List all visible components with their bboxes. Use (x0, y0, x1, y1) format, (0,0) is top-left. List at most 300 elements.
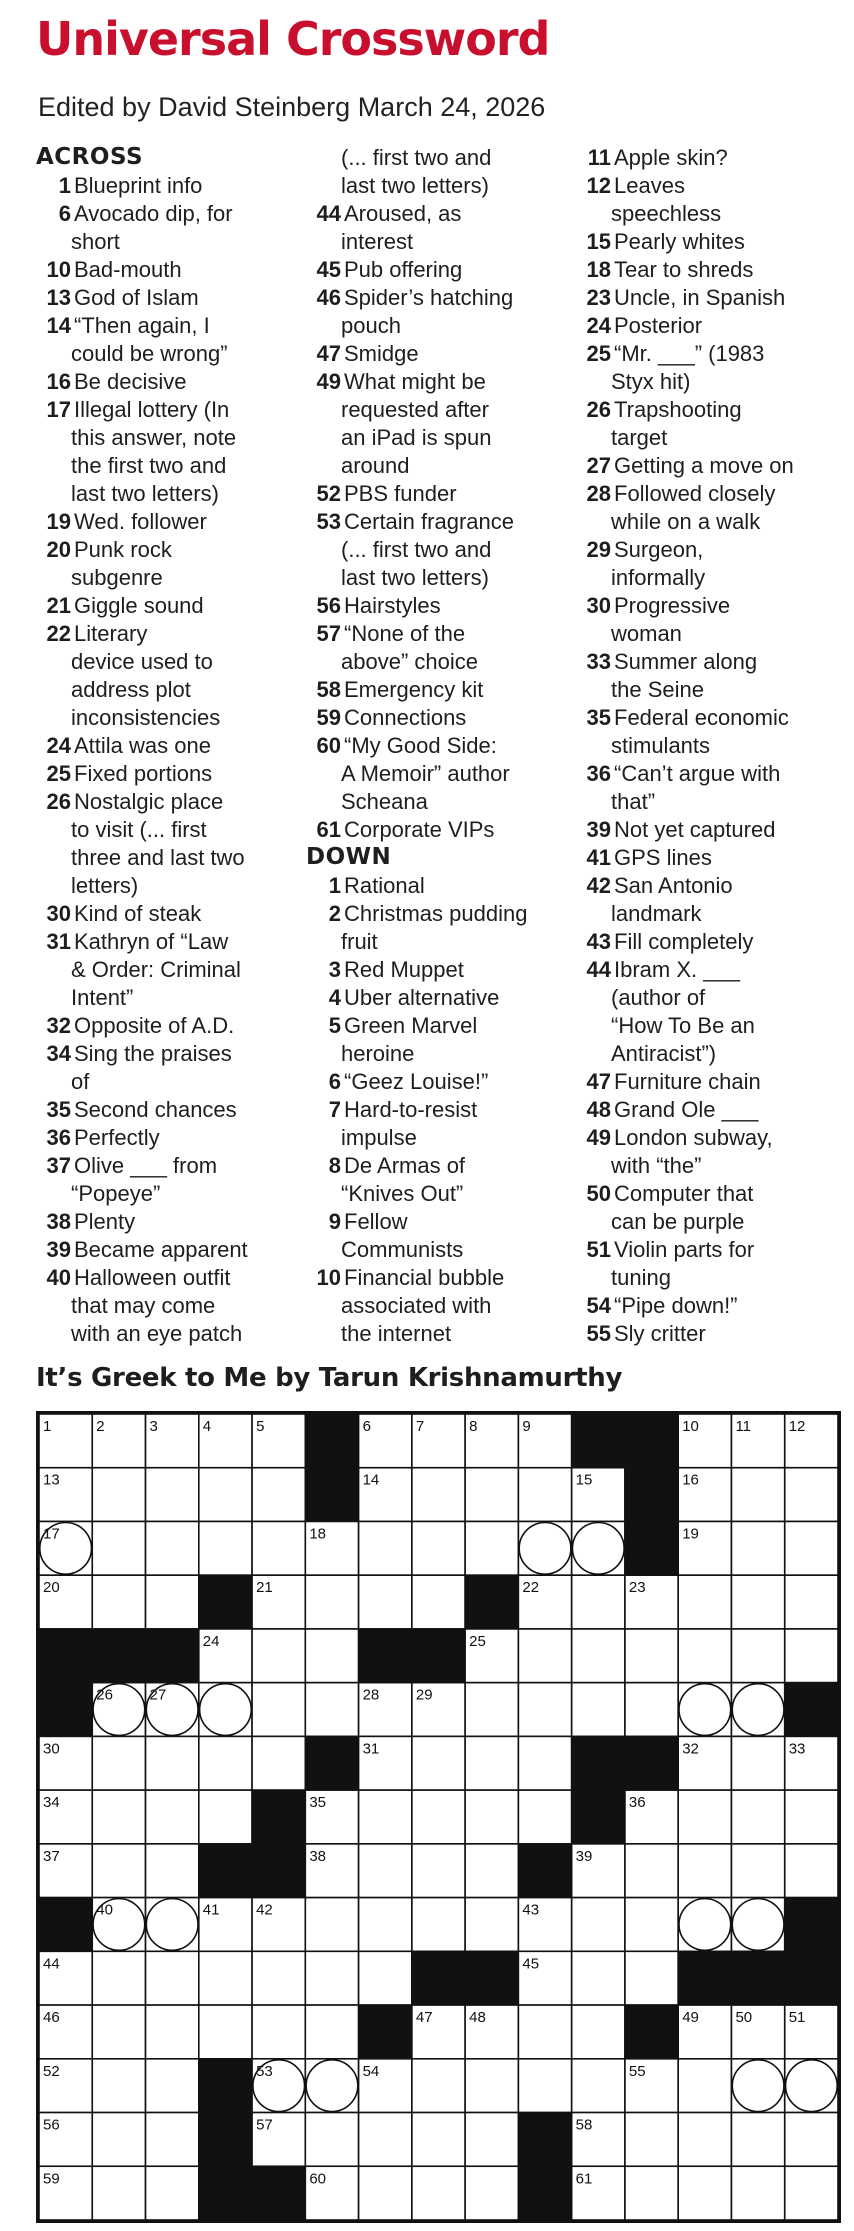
puzzle-title: It’s Greek to Me by Tarun Krishnamurthy (36, 1363, 623, 1393)
clue-item[interactable] (576, 648, 838, 676)
grid-cell[interactable] (199, 1790, 252, 1844)
cell-number: 42 (256, 1901, 273, 1919)
grid-cell[interactable] (92, 1468, 145, 1522)
grid-cell[interactable] (199, 1951, 252, 2005)
cell-number: 47 (415, 2009, 433, 2027)
clue-number: 39 (586, 817, 611, 842)
clue-number: 26 (46, 789, 71, 814)
grid-cell[interactable] (305, 2113, 358, 2167)
clue-item[interactable] (576, 844, 838, 872)
cell-number: 35 (309, 1794, 327, 1812)
clue-text: Giggle sound (74, 593, 204, 618)
grid-cell[interactable] (625, 1898, 678, 1952)
clue-item[interactable] (306, 1208, 568, 1236)
grid-cell[interactable] (359, 1898, 412, 1952)
clue-item[interactable] (576, 928, 838, 956)
black-square (625, 1521, 678, 1575)
grid-cell[interactable] (146, 2059, 199, 2113)
cell-number: 19 (682, 1525, 699, 1543)
grid-cell[interactable] (465, 1844, 518, 1898)
grid-cell[interactable] (785, 1575, 838, 1629)
clue-item[interactable] (36, 284, 298, 312)
grid-cell[interactable] (678, 1575, 731, 1629)
clue-number: 37 (46, 1153, 71, 1178)
cell-number: 18 (309, 1525, 327, 1543)
clue-number: 53 (316, 509, 341, 534)
clue-text-continued: heroine (341, 1041, 415, 1066)
cell-number: 11 (735, 1418, 752, 1435)
clue-item[interactable] (36, 928, 298, 956)
black-square (518, 1844, 571, 1898)
clue-number: 38 (46, 1209, 71, 1234)
clue-text: Leaves (614, 173, 685, 198)
grid-cell[interactable] (785, 1844, 838, 1898)
grid-cell[interactable] (92, 1844, 145, 1898)
grid-cell[interactable] (518, 2059, 571, 2113)
clue-item[interactable] (576, 1320, 838, 1348)
clue-item[interactable] (306, 872, 568, 900)
clue-item[interactable] (576, 172, 838, 200)
grid-cell[interactable] (412, 1844, 465, 1898)
clue-item[interactable] (576, 592, 838, 620)
grid-cell[interactable] (518, 1736, 571, 1790)
cell-number: 39 (575, 1847, 593, 1865)
clue-item[interactable] (306, 340, 568, 368)
grid-cell[interactable] (252, 1683, 305, 1737)
clue-item[interactable] (36, 508, 298, 536)
clue-text-continued: that” (611, 789, 656, 814)
clue-item[interactable] (36, 1040, 298, 1068)
clue-text-continued: the first two and (71, 453, 227, 478)
clue-number: 24 (46, 733, 71, 758)
clue-text-continued: around (341, 453, 410, 478)
clue-item[interactable] (576, 256, 838, 284)
grid-cell[interactable] (465, 1521, 518, 1575)
clue-item[interactable] (36, 1236, 298, 1264)
grid-cell[interactable] (305, 1575, 358, 1629)
grid-cell[interactable] (731, 2166, 784, 2220)
grid-cell[interactable] (199, 1468, 252, 1522)
grid-cell[interactable] (625, 1629, 678, 1683)
grid-cell[interactable] (92, 2005, 145, 2059)
grid-cell[interactable] (412, 1790, 465, 1844)
clue-item[interactable] (576, 760, 838, 788)
grid-cell[interactable] (146, 2113, 199, 2167)
clue-text: Opposite of A.D. (74, 1013, 235, 1038)
crossword-grid[interactable] (36, 1411, 841, 2223)
clue-text: Be decisive (74, 369, 187, 394)
grid-cell[interactable] (731, 1575, 784, 1629)
black-square (678, 1951, 731, 2005)
cell-number: 29 (415, 1686, 433, 1704)
grid-cell[interactable] (412, 2166, 465, 2220)
clue-item[interactable] (36, 536, 298, 564)
grid-cell[interactable] (305, 1951, 358, 2005)
grid-cell[interactable] (305, 1898, 358, 1952)
clue-text: Green Marvel (344, 1013, 478, 1038)
clue-item[interactable] (36, 200, 298, 228)
clue-text: Sly critter (614, 1321, 706, 1346)
clue-number: 6 (58, 201, 71, 226)
grid-cell[interactable] (731, 1844, 784, 1898)
grid-cell[interactable] (146, 1575, 199, 1629)
clue-item[interactable] (306, 732, 568, 760)
clue-item[interactable] (576, 704, 838, 732)
clue-text-continued: while on a walk (611, 509, 761, 534)
grid-cell[interactable] (465, 2113, 518, 2167)
clue-item[interactable] (576, 1096, 838, 1124)
grid-cell[interactable] (678, 1629, 731, 1683)
grid-cell[interactable] (359, 1844, 412, 1898)
grid-cell[interactable] (731, 1468, 784, 1522)
cell-number: 3 (149, 1418, 158, 1435)
grid-cell[interactable] (412, 1736, 465, 1790)
clue-item[interactable] (576, 340, 838, 368)
clue-item[interactable] (576, 1180, 838, 1208)
clue-number: 55 (586, 1321, 611, 1346)
cell-number: 44 (43, 1955, 60, 1973)
cell-number: 32 (682, 1740, 699, 1758)
grid-cell[interactable] (785, 1521, 838, 1575)
clue-number: 12 (586, 173, 611, 198)
black-square (199, 2166, 252, 2220)
grid-cell[interactable] (146, 1951, 199, 2005)
cell-number: 60 (309, 2170, 327, 2188)
clue-number: 19 (46, 509, 71, 534)
clue-item[interactable] (36, 1124, 298, 1152)
grid-cell[interactable] (92, 1736, 145, 1790)
grid-cell[interactable] (252, 1629, 305, 1683)
cell-number: 51 (788, 2009, 806, 2027)
clue-item[interactable] (576, 536, 838, 564)
grid-cell[interactable] (92, 2059, 145, 2113)
clue-number: 54 (586, 1293, 611, 1318)
grid-cell[interactable] (146, 1468, 199, 1522)
clue-item[interactable] (36, 760, 298, 788)
grid-cell[interactable] (731, 1790, 784, 1844)
clue-number: 1 (58, 173, 71, 198)
clue-item[interactable] (36, 172, 298, 200)
clue-number: 47 (586, 1069, 611, 1094)
clue-item[interactable] (306, 284, 568, 312)
black-square (785, 1951, 838, 2005)
clue-item[interactable] (36, 1012, 298, 1040)
black-square (625, 2005, 678, 2059)
grid-cell[interactable] (465, 1468, 518, 1522)
cell-number: 14 (362, 1471, 380, 1489)
clue-number: 36 (46, 1125, 71, 1150)
clue-text-continued: Intent” (71, 985, 134, 1010)
clue-item[interactable] (306, 1152, 568, 1180)
grid-cell[interactable] (92, 2166, 145, 2220)
clue-item[interactable] (576, 452, 838, 480)
grid-cell[interactable] (92, 1575, 145, 1629)
clue-text-continued: stimulants (611, 733, 711, 758)
clue-text: “My Good Side: (344, 733, 497, 758)
grid-cell[interactable] (678, 2059, 731, 2113)
clue-item[interactable] (306, 1264, 568, 1292)
grid-cell[interactable] (92, 1521, 145, 1575)
clue-text-continued: speechless (611, 201, 722, 226)
clue-item[interactable] (306, 1012, 568, 1040)
clue-text: Furniture chain (614, 1069, 761, 1094)
clue-item[interactable] (36, 1264, 298, 1292)
clue-item[interactable] (576, 1236, 838, 1264)
clue-item[interactable] (306, 620, 568, 648)
clue-item[interactable] (306, 984, 568, 1012)
clue-text: “None of the (344, 621, 466, 646)
clue-item[interactable] (576, 228, 838, 256)
clue-text-continued: Styx hit) (611, 369, 691, 394)
clue-item[interactable] (306, 480, 568, 508)
black-square (252, 2166, 305, 2220)
grid-cell[interactable] (518, 1683, 571, 1737)
clue-number: 49 (316, 369, 341, 394)
grid-cell[interactable] (572, 2059, 625, 2113)
black-square (146, 1629, 199, 1683)
grid-cell[interactable] (92, 1790, 145, 1844)
clue-text-continued: letters) (71, 873, 139, 898)
grid-cell[interactable] (252, 1736, 305, 1790)
clue-text-continued: (author of (611, 985, 706, 1010)
clue-item[interactable] (576, 1068, 838, 1096)
grid-cell[interactable] (572, 1951, 625, 2005)
grid-cell[interactable] (518, 2005, 571, 2059)
grid-cell[interactable] (199, 2005, 252, 2059)
black-square (465, 1575, 518, 1629)
clue-text-continued: address plot (71, 677, 191, 702)
grid-cell[interactable] (92, 2113, 145, 2167)
grid-cell[interactable] (518, 1790, 571, 1844)
grid-cell[interactable] (731, 2113, 784, 2167)
grid-cell[interactable] (572, 2005, 625, 2059)
clue-number: 35 (586, 705, 611, 730)
clue-item[interactable] (36, 900, 298, 928)
grid-cell[interactable] (146, 1844, 199, 1898)
clue-item[interactable] (576, 872, 838, 900)
cell-number: 34 (43, 1794, 60, 1812)
clue-text-continued: can be purple (611, 1209, 745, 1234)
black-square (305, 1414, 358, 1468)
clue-item[interactable] (306, 1068, 568, 1096)
clue-item[interactable] (36, 592, 298, 620)
clue-text: Hard-to-resist (344, 1097, 478, 1122)
grid-cell[interactable] (359, 2166, 412, 2220)
clue-number: 52 (316, 481, 341, 506)
clue-number: 16 (46, 369, 71, 394)
cell-number: 28 (362, 1686, 380, 1704)
grid-cell[interactable] (785, 1790, 838, 1844)
page-title: Universal Crossword (36, 12, 550, 66)
grid-cell[interactable] (731, 1736, 784, 1790)
clue-column-1 (36, 144, 298, 1348)
clue-item[interactable] (36, 1152, 298, 1180)
clue-text-continued: an iPad is spun (341, 425, 492, 450)
grid-cell[interactable] (199, 1521, 252, 1575)
grid-cell[interactable] (305, 2005, 358, 2059)
black-square (412, 1951, 465, 2005)
grid-cell[interactable] (359, 1790, 412, 1844)
section-heading-down: DOWN (306, 844, 392, 870)
clue-item[interactable] (36, 256, 298, 284)
clue-number: 35 (46, 1097, 71, 1122)
clue-number: 45 (316, 257, 341, 282)
grid-cell[interactable] (412, 1468, 465, 1522)
grid-cell[interactable] (359, 1575, 412, 1629)
grid-cell[interactable] (465, 1683, 518, 1737)
grid-cell[interactable] (146, 1521, 199, 1575)
grid-cell[interactable] (359, 1521, 412, 1575)
clue-text: Certain fragrance (344, 509, 514, 534)
clue-item[interactable] (306, 200, 568, 228)
clue-item[interactable] (576, 1124, 838, 1152)
clue-text: De Armas of (344, 1153, 466, 1178)
clue-text-continued: associated with (341, 1293, 492, 1318)
grid-cell[interactable] (785, 2113, 838, 2167)
grid-cell[interactable] (785, 2166, 838, 2220)
grid-cell[interactable] (359, 2113, 412, 2167)
black-square (199, 2113, 252, 2167)
grid-cell[interactable] (412, 1521, 465, 1575)
cell-number: 21 (256, 1579, 273, 1597)
black-square (92, 1629, 145, 1683)
clue-text: Literary (74, 621, 148, 646)
grid-cell[interactable] (625, 1683, 678, 1737)
grid-cell[interactable] (465, 1898, 518, 1952)
grid-cell[interactable] (625, 2166, 678, 2220)
clue-number: 43 (586, 929, 611, 954)
clue-item[interactable] (306, 1096, 568, 1124)
clue-item[interactable] (576, 1292, 838, 1320)
grid-cell[interactable] (146, 1790, 199, 1844)
grid-cell[interactable] (678, 2166, 731, 2220)
grid-cell[interactable] (785, 1629, 838, 1683)
black-square (572, 1736, 625, 1790)
grid-cell[interactable] (146, 2166, 199, 2220)
grid-cell[interactable] (412, 2059, 465, 2113)
clue-text-continued: fruit (341, 929, 378, 954)
grid-cell[interactable] (252, 1521, 305, 1575)
clue-text: Nostalgic place (74, 789, 224, 814)
grid-cell[interactable] (252, 1951, 305, 2005)
clue-item[interactable] (36, 788, 298, 816)
grid-cell[interactable] (518, 1629, 571, 1683)
grid-cell[interactable] (412, 1898, 465, 1952)
grid-cell[interactable] (731, 1521, 784, 1575)
grid-cell[interactable] (518, 1468, 571, 1522)
clue-number: 13 (46, 285, 71, 310)
clue-item[interactable] (576, 956, 838, 984)
clue-number: 44 (316, 201, 341, 226)
grid-cell[interactable] (572, 1683, 625, 1737)
clue-item[interactable] (36, 396, 298, 424)
clue-item[interactable] (36, 732, 298, 760)
grid-cell[interactable] (359, 1951, 412, 2005)
clue-text-continued: target (611, 425, 668, 450)
clue-text: Became apparent (74, 1237, 248, 1262)
clue-item[interactable] (36, 368, 298, 396)
grid-cell[interactable] (785, 1468, 838, 1522)
cell-number: 15 (575, 1471, 593, 1489)
grid-cell[interactable] (572, 1629, 625, 1683)
clue-item[interactable] (306, 368, 568, 396)
clue-item[interactable] (306, 816, 568, 844)
cell-number: 43 (522, 1901, 540, 1919)
clue-item[interactable] (306, 592, 568, 620)
clue-text: “Geez Louise!” (344, 1069, 489, 1094)
clue-number: 21 (46, 593, 71, 618)
black-square (359, 1629, 412, 1683)
grid-cell[interactable] (305, 1683, 358, 1737)
clue-text-continued: could be wrong” (71, 341, 228, 366)
grid-cell[interactable] (465, 1736, 518, 1790)
clue-text: Progressive (614, 593, 731, 618)
grid-cell[interactable] (199, 1736, 252, 1790)
cell-number: 53 (256, 2062, 273, 2080)
grid-cell[interactable] (305, 1629, 358, 1683)
grid-cell[interactable] (625, 2113, 678, 2167)
grid-cell[interactable] (678, 1844, 731, 1898)
clue-item[interactable] (576, 312, 838, 340)
grid-cell[interactable] (678, 2113, 731, 2167)
grid-cell[interactable] (412, 1575, 465, 1629)
clue-item[interactable] (576, 480, 838, 508)
clue-item[interactable] (576, 284, 838, 312)
grid-cell[interactable] (572, 1575, 625, 1629)
cell-number: 5 (256, 1418, 265, 1435)
clue-item[interactable] (306, 956, 568, 984)
grid-cell[interactable] (625, 1844, 678, 1898)
grid-cell[interactable] (252, 1468, 305, 1522)
clue-item[interactable] (36, 1208, 298, 1236)
grid-cell[interactable] (146, 2005, 199, 2059)
clue-item[interactable] (306, 676, 568, 704)
grid-cell[interactable] (412, 2113, 465, 2167)
grid-cell[interactable] (465, 2059, 518, 2113)
clue-text: Attila was one (74, 733, 211, 758)
clue-number: 41 (586, 845, 611, 870)
clue-item[interactable] (36, 620, 298, 648)
grid-cell[interactable] (465, 2166, 518, 2220)
clue-item[interactable] (306, 256, 568, 284)
grid-cell[interactable] (572, 1898, 625, 1952)
clue-item[interactable] (36, 312, 298, 340)
clue-item[interactable] (306, 704, 568, 732)
grid-cell[interactable] (146, 1736, 199, 1790)
clue-text-continued: woman (611, 621, 682, 646)
clue-item[interactable] (306, 900, 568, 928)
clue-item[interactable] (576, 144, 838, 172)
grid-cell[interactable] (625, 1951, 678, 2005)
clue-number: 47 (316, 341, 341, 366)
grid-cell[interactable] (731, 1629, 784, 1683)
clue-item[interactable] (306, 508, 568, 536)
grid-cell[interactable] (678, 1790, 731, 1844)
clue-item[interactable] (576, 396, 838, 424)
black-square (252, 1844, 305, 1898)
grid-cell[interactable] (252, 2005, 305, 2059)
grid-cell[interactable] (465, 1790, 518, 1844)
clue-item[interactable] (36, 1096, 298, 1124)
clue-text: Uncle, in Spanish (614, 285, 786, 310)
clue-text: Bad-mouth (74, 257, 182, 282)
clue-text-continued: last two letters) (341, 173, 489, 198)
clue-text-continued: device used to (71, 649, 213, 674)
grid-cell[interactable] (92, 1951, 145, 2005)
clue-item[interactable] (576, 816, 838, 844)
clue-number: 11 (587, 145, 611, 170)
clue-text-continued: Scheana (341, 789, 428, 814)
